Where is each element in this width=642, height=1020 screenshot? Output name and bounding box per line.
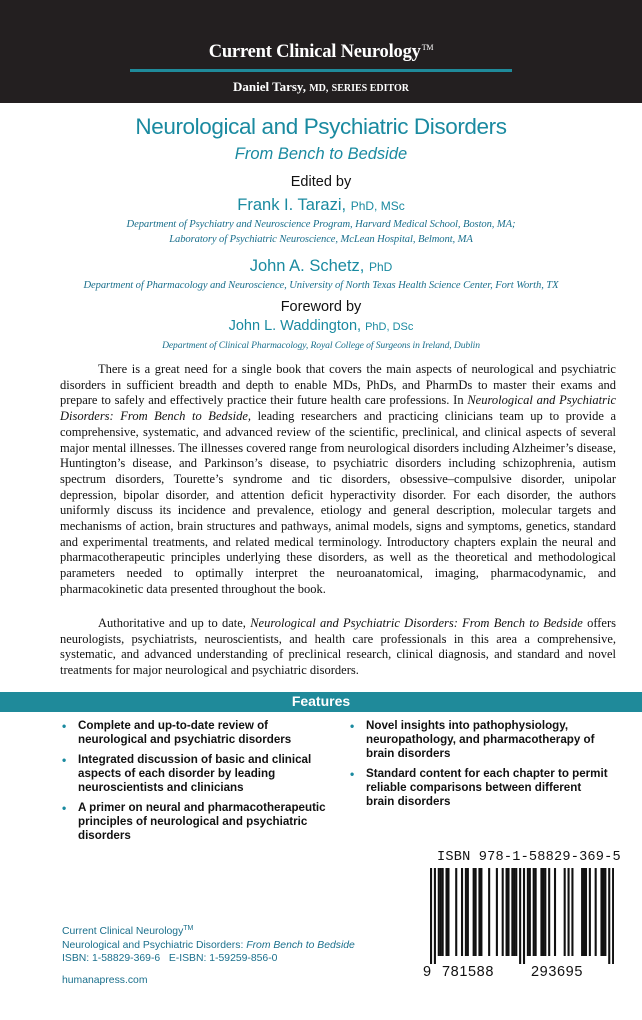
editor-name-tarazi [0, 196, 642, 215]
barcode-bar [564, 868, 566, 956]
barcode-bar [440, 868, 442, 956]
feature-text: Complete and up-to-date review of neurological and psychiatric disorders [78, 719, 292, 746]
barcode-bar [496, 868, 498, 956]
barcode-bar [548, 868, 550, 956]
barcode-bar [608, 868, 610, 964]
barcode-bar [515, 868, 517, 956]
book-credits [62, 922, 355, 966]
barcode-digit-first: 9 [423, 964, 432, 980]
description-book-title: Neurological and Psychiatric Disorders: From Bench to Bedside [250, 616, 583, 630]
barcode-bar [438, 868, 440, 956]
isbn-barcode [418, 868, 614, 968]
features-heading: Features [291, 693, 351, 709]
barcode-bar [445, 868, 447, 956]
barcode-bar [604, 868, 606, 956]
feature-text: Integrated discussion of basic and clinical aspects of each disorder by leading neuroscientists and clinicians [78, 753, 312, 794]
barcode-bar [535, 868, 537, 956]
foreword-author-affiliation: Department of Clinical Pharmacology, Royal College of Surgeons in Ireland, Dublin [162, 340, 480, 351]
barcode-bar [513, 868, 515, 956]
bullet-icon: • [62, 719, 67, 733]
barcode-bar [447, 868, 449, 956]
series-editor-role: SERIES EDITOR [331, 83, 409, 94]
trademark-mark: TM [421, 43, 434, 52]
barcode-bar [612, 868, 614, 964]
feature-item [350, 719, 610, 761]
isbn-barcode-label: ISBN 978-1-58829-369-5 [437, 850, 621, 865]
barcode-bar [442, 868, 444, 956]
barcode-bar [527, 868, 529, 956]
description-paragraph-1 [60, 362, 616, 598]
barcode-bar [455, 868, 457, 956]
credits-isbns: ISBN: 1-58829-369-6 E-ISBN: 1-59259-856-0 [62, 953, 278, 965]
trademark-mark: TM [183, 925, 194, 932]
editor-affiliation: Laboratory of Psychiatric Neuroscience, McLean Hospital, Belmont, MA [169, 234, 473, 245]
editor-name-schetz [0, 257, 642, 276]
barcode-bar [581, 868, 583, 956]
feature-item [62, 753, 332, 795]
features-list-right [350, 719, 610, 815]
description-text: offers neurologists, psychiatrists, neuroscientists, and health care professionals in this area a comprehensive, systematic, and advanced understanding of preclinical research, clinical diagnosis, and standard and novel treatments for major neurological and psychiatric disorders. [60, 616, 616, 678]
series-title [0, 42, 642, 63]
credits-series [62, 922, 355, 939]
barcode-bar [507, 868, 509, 956]
bullet-icon: • [62, 753, 67, 767]
barcode-bar [568, 868, 570, 956]
description-book-title: Neurological and Psychiatric Disorders: From Bench to Bedside, [60, 393, 616, 424]
description-text: There is a great need for a single book that covers the main aspects of neurological and psychiatric disorders in sufficient breadth and depth to enable MDs, PhDs, and PharmDs to master their exams and prepare to safely and effectively practice their future health care professions. In [60, 362, 616, 408]
barcode-bar [434, 868, 436, 964]
barcode-bar [544, 868, 546, 956]
barcode-bar [430, 868, 432, 964]
barcode-bar [554, 868, 556, 956]
foreword-label: Foreword by [280, 299, 362, 315]
editor-degree: PhD [368, 260, 393, 274]
editor-affiliation: Department of Psychiatry and Neuroscience Program, Harvard Medical School, Boston, MA; [126, 219, 516, 230]
feature-text: A primer on neural and pharmacotherapeutic principles of neurological and psychiatric disorders [78, 801, 326, 842]
credits-title-text: Neurological and Psychiatric Disorders: [62, 939, 247, 951]
barcode-bar [465, 868, 467, 956]
barcode-bar [478, 868, 480, 956]
feature-text: Novel insights into pathophysiology, neuropathology, and pharmacotherapy of brain disorders [366, 719, 595, 760]
description-paragraph-2 [60, 616, 616, 679]
description-text: Authoritative and up to date, [98, 616, 251, 630]
barcode-bar [506, 868, 508, 956]
barcode-digit-group-1: 781588 [442, 964, 494, 980]
editor-degree: PhD, MSc [350, 199, 405, 213]
barcode-bar [585, 868, 587, 956]
foreword-author-text: John L. Waddington, [228, 318, 362, 334]
barcode-bar [589, 868, 591, 956]
barcode-bar [540, 868, 542, 956]
barcode-bar [480, 868, 482, 956]
edited-by-label: Edited by [290, 174, 352, 190]
barcode-bar [571, 868, 573, 956]
header-divider-rule [130, 69, 512, 72]
credits-subtitle-text: From Bench to Bedside [246, 939, 355, 951]
barcode-bar [488, 868, 490, 956]
barcode-bar [542, 868, 544, 956]
series-editor-name: Daniel Tarsy, [233, 79, 306, 94]
editor-name-text: Frank I. Tarazi, [237, 196, 347, 214]
barcode-bar [595, 868, 597, 956]
barcode-bar [602, 868, 604, 956]
barcode-digit-group-2: 293695 [531, 964, 583, 980]
features-list-left [62, 719, 332, 849]
credits-series-text: Current Clinical Neurology [62, 926, 184, 937]
barcode-bar [461, 868, 463, 956]
feature-item [62, 719, 332, 747]
barcode-bar [502, 868, 504, 956]
bullet-icon: • [350, 767, 355, 781]
foreword-author-degree: PhD, DSc [365, 321, 414, 333]
book-title: Neurological and Psychiatric Disorders [135, 114, 507, 139]
barcode-bar [533, 868, 535, 956]
series-title-text: Current Clinical Neurology [208, 42, 421, 62]
feature-item [62, 801, 332, 843]
barcode-bar [473, 868, 475, 956]
publisher-url: humanapress.com [62, 975, 148, 986]
barcode-bar [519, 868, 521, 964]
feature-item [350, 767, 610, 809]
editor-affiliation: Department of Pharmacology and Neuroscience, University of North Texas Health Science Center, Fort Worth, TX [83, 280, 559, 291]
editor-name-text: John A. Schetz, [249, 257, 365, 275]
credits-title [62, 939, 355, 953]
barcode-bar [475, 868, 477, 956]
description-text: leading researchers and practicing clinicians team up to provide a comprehensive, systematic, and advanced review of the scientific, preclinical, and clinical aspects of several major mental illnesses. The illnesses covered range from neurological disorders including Alzheimer’s disease, Huntington’s disease, and Parkinson’s disease, to psychiatric disorders including schizophrenia, autism spectrum disorders, Tourette’s syndrome and tic disorders, obsessive–compulsive disorder, unipolar depression, bipolar disorder, and attention deficit hyperactivity disorder. For each disorder, the authors uniformly discuss its incidence and prevalence, etiology and general description, molecular targets and mechanisms of action, brain structures and pathways, animal models, signs and symptoms, genetics, standard and experimental treatments, and related medical terminology. Introductory chapters explain the neural and pharmacotherapeutic principles underlying these disorders, as well as the theoretical and methodological parameters needed to optimally interpret the neuroanatomical, imaging, pharmacodynamic, and pharmacokinetic data presented throughout the book. [60, 409, 616, 596]
barcode-bar [523, 868, 525, 964]
book-subtitle: From Bench to Bedside [234, 145, 408, 163]
bullet-icon: • [62, 801, 67, 815]
barcode-bar [583, 868, 585, 956]
barcode-bar [529, 868, 531, 956]
barcode-bar [467, 868, 469, 956]
bullet-icon: • [350, 719, 355, 733]
barcode-bar [511, 868, 513, 956]
foreword-author-name [0, 318, 642, 334]
barcode-bar [600, 868, 602, 956]
series-editor [0, 79, 642, 95]
feature-text: Standard content for each chapter to permit reliable comparisons between different brain disorders [366, 767, 608, 808]
series-editor-degree: MD, [309, 83, 329, 94]
